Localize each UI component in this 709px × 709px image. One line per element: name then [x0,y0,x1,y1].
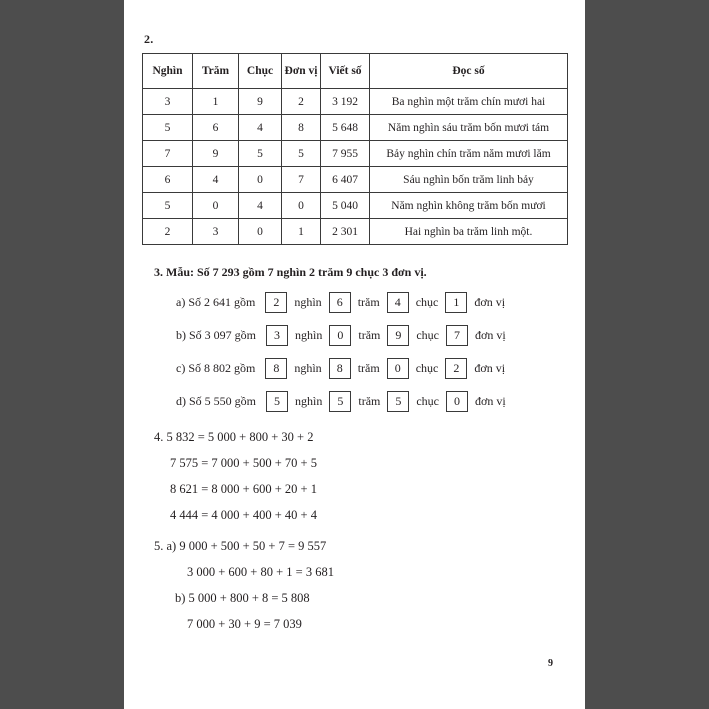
answer-box-nghin[interactable]: 8 [265,358,287,379]
cell-docso: Ba nghìn một trăm chín mươi hai [370,89,568,115]
cell-docso: Năm nghìn sáu trăm bốn mươi tám [370,115,568,141]
answer-box-tram[interactable]: 0 [329,325,351,346]
exercise-5 [142,539,572,632]
unit-label-nghin: nghìn [294,295,322,309]
cell-vietso: 5 648 [321,115,370,141]
answer-box-nghin[interactable]: 3 [266,325,288,346]
cell-tram: 4 [193,167,239,193]
item-label: a) Số 2 641 gồm [176,295,256,309]
table-row [143,141,568,167]
table-row [143,167,568,193]
answer-box-tram[interactable]: 6 [329,292,351,313]
exercise-5-line-1: 5. a) 9 000 + 500 + 50 + 7 = 9 557 [154,539,327,553]
cell-tram: 6 [193,115,239,141]
cell-chuc: 4 [239,193,282,219]
cell-nghin: 2 [143,219,193,245]
exercise-3-item-b [176,325,572,346]
cell-docso: Năm nghìn không trăm bốn mươi [370,193,568,219]
unit-label-tram: trăm [357,361,380,375]
cell-nghin: 3 [143,89,193,115]
cell-vietso: 7 955 [321,141,370,167]
column-header-chuc: Chục [239,54,282,89]
cell-chuc: 0 [239,167,282,193]
column-header-vietso: Viết số [321,54,370,89]
cell-vietso: 5 040 [321,193,370,219]
cell-chuc: 0 [239,219,282,245]
exercise-4-line-4: 4 444 = 4 000 + 400 + 40 + 4 [170,508,317,522]
answer-box-chuc[interactable]: 4 [387,292,409,313]
place-value-table [142,53,568,245]
unit-label-nghin: nghìn [294,361,322,375]
cell-tram: 3 [193,219,239,245]
exercise-4-line-3: 8 621 = 8 000 + 600 + 20 + 1 [170,482,317,496]
unit-label-chuc: chục [416,328,440,342]
exercise-3-item-c [176,358,572,379]
cell-nghin: 7 [143,141,193,167]
answer-box-chuc[interactable]: 0 [387,358,409,379]
cell-nghin: 6 [143,167,193,193]
cell-donvi: 2 [282,89,321,115]
page-content [142,32,572,632]
column-header-tram: Trăm [193,54,239,89]
page-number: 9 [548,658,553,669]
unit-label-donvi: đơn vị [474,295,506,309]
unit-label-tram: trăm [357,295,380,309]
cell-tram: 9 [193,141,239,167]
cell-vietso: 3 192 [321,89,370,115]
document-page [124,0,585,709]
column-header-docso: Đọc số [370,54,568,89]
cell-donvi: 5 [282,141,321,167]
exercise-3-heading: 3. Mẫu: Số 7 293 gồm 7 nghìn 2 trăm 9 chục 3 đơn vị. [154,265,427,279]
unit-label-donvi: đơn vị [475,394,506,408]
answer-box-tram[interactable]: 5 [329,391,351,412]
answer-box-donvi[interactable]: 1 [445,292,467,313]
cell-tram: 1 [193,89,239,115]
table-row [143,219,568,245]
unit-label-nghin: nghìn [295,394,323,408]
unit-label-donvi: đơn vị [475,328,506,342]
exercise-5-line-2: 3 000 + 600 + 80 + 1 = 3 681 [187,565,334,579]
answer-box-chuc[interactable]: 9 [387,325,409,346]
item-label: c) Số 8 802 gồm [176,361,256,375]
item-label: b) Số 3 097 gồm [176,328,257,342]
unit-label-chuc: chục [415,361,439,375]
exercise-3-item-a [176,292,572,313]
unit-label-tram: trăm [358,328,381,342]
answer-box-donvi[interactable]: 2 [445,358,467,379]
table-row [143,193,568,219]
table-row [143,89,568,115]
table-row [143,115,568,141]
unit-label-chuc: chục [415,295,439,309]
exercise-3-item-d [176,391,572,412]
cell-chuc: 4 [239,115,282,141]
unit-label-donvi: đơn vị [474,361,506,375]
answer-box-nghin[interactable]: 5 [266,391,288,412]
answer-box-nghin[interactable]: 2 [265,292,287,313]
cell-tram: 0 [193,193,239,219]
answer-box-donvi[interactable]: 0 [446,391,468,412]
exercise-4 [142,430,572,523]
exercise-4-line-2: 7 575 = 7 000 + 500 + 70 + 5 [170,456,317,470]
cell-donvi: 8 [282,115,321,141]
cell-donvi: 0 [282,193,321,219]
cell-docso: Hai nghìn ba trăm linh một. [370,219,568,245]
table-header-row [143,54,568,89]
cell-vietso: 6 407 [321,167,370,193]
answer-box-donvi[interactable]: 7 [446,325,468,346]
cell-vietso: 2 301 [321,219,370,245]
cell-docso: Sáu nghìn bốn trăm linh bảy [370,167,568,193]
exercise-4-line-1: 4. 5 832 = 5 000 + 800 + 30 + 2 [154,430,314,444]
unit-label-nghin: nghìn [295,328,323,342]
exercise-3 [142,265,572,412]
exercise-2-number: 2. [144,32,154,46]
cell-nghin: 5 [143,115,193,141]
answer-box-tram[interactable]: 8 [329,358,351,379]
unit-label-tram: trăm [358,394,381,408]
column-header-nghin: Nghìn [143,54,193,89]
cell-chuc: 9 [239,89,282,115]
cell-docso: Bảy nghìn chín trăm năm mươi lăm [370,141,568,167]
unit-label-chuc: chục [416,394,440,408]
cell-donvi: 1 [282,219,321,245]
answer-box-chuc[interactable]: 5 [387,391,409,412]
cell-chuc: 5 [239,141,282,167]
exercise-5-line-3: b) 5 000 + 800 + 8 = 5 808 [175,591,310,605]
exercise-5-line-4: 7 000 + 30 + 9 = 7 039 [187,617,302,631]
item-label: d) Số 5 550 gồm [176,394,257,408]
column-header-donvi: Đơn vị [282,54,321,89]
cell-donvi: 7 [282,167,321,193]
cell-nghin: 5 [143,193,193,219]
